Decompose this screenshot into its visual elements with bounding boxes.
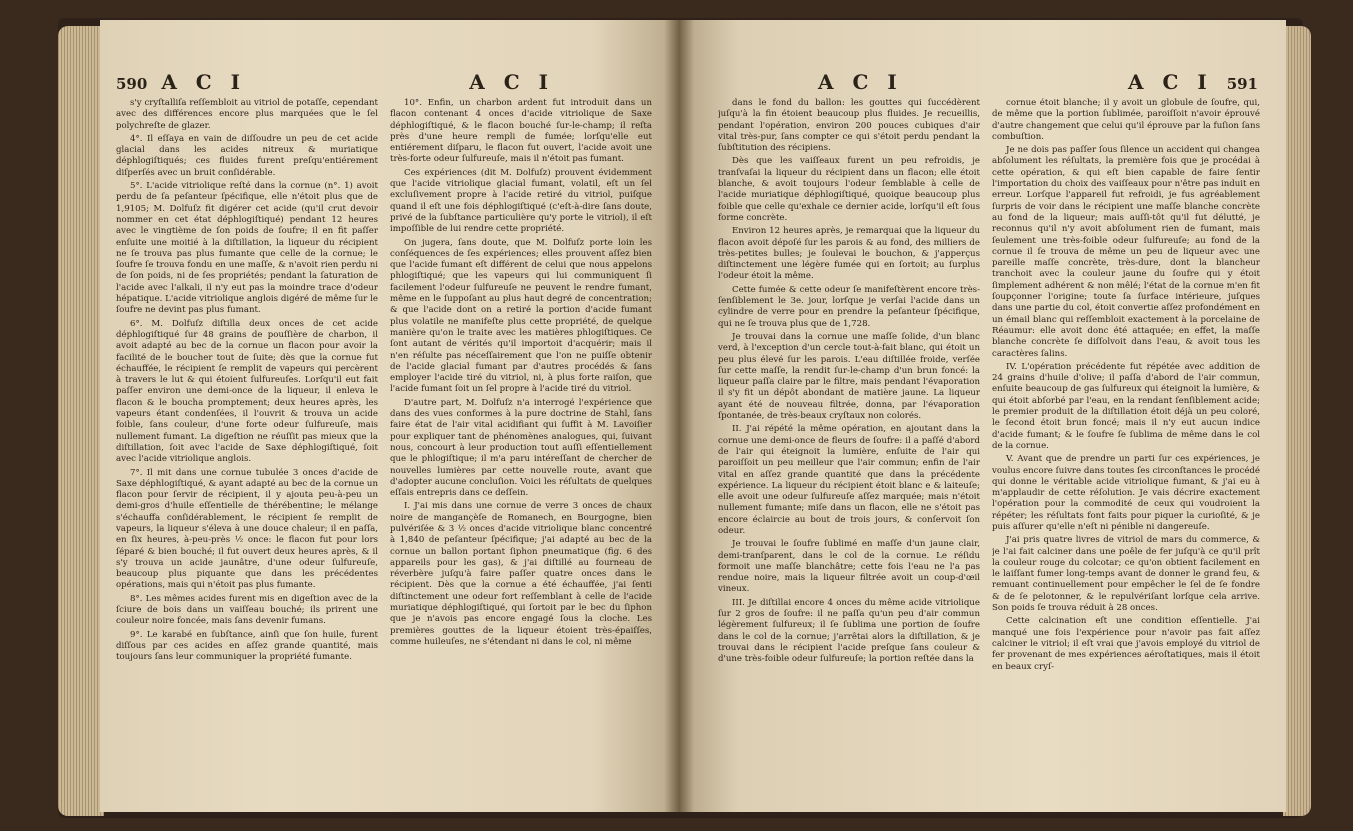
right-page-header [728, 70, 1258, 96]
paragraph: III. Je diſtillai encore 4 onces du même acide vitriolique ſur 2 gros de ſoufre: il ne paſſa qu'un peu d'air commun légèrement ſulfureux; il ſe ſublima une portion de ſoufre dans le col de la cornue; j'arrêtai alors la diſtillation, & je trouvai dans le récipient l'acide preſque ſans couleur & d'une très-foible odeur ſulfureuſe; la portion reſtée dans la [718, 597, 980, 665]
paragraph: s'y cryſtalliſa reſſembloit au vitriol de potaſſe, cependant avec des différences encore plus marquées que le ſel polychreſte de glazer. [116, 98, 378, 131]
text-column-left-2 [390, 98, 652, 790]
page-edges-left [58, 26, 104, 816]
paragraph: 10°. Enfin, un charbon ardent fut introduit dans un flacon contenant 4 onces d'acide vitriolique de Saxe déphlogiſtiqué, & le flacon bouché ſur-le-champ; il reſta près d'une heure rempli de fumée; lorſqu'elle eut entiérement diſparu, le flacon fut ouvert, l'acide avoit une très-forte odeur ſulfureuſe, mais il n'étoit pas fumant. [390, 98, 652, 165]
running-head: A C I [1127, 70, 1213, 94]
paragraph: 7°. Il mit dans une cornue tubulée 3 onces d'acide de Saxe déphlogiſtiqué, & ayant adapté au bec de la cornue un flacon pour ſervir de récipient, il y ajouta peu-à-peu un demi-gros d'huile eſſentielle de thérébentine; le mélange s'échauffa conſidérablement, le récipient ſe remplit de vapeurs, la liqueur s'éleva à une douce chaleur; il en paſſa, en ſix heures, à-peu-près ½ once: le flacon fut pour lors ſéparé & bien bouché; il fut ouvert deux heures après, & il s'y trouva un acide jaunâtre, d'une odeur ſulfureuſe, beaucoup plus piquante que dans les précédentes opérations, mais qui n'étoit pas plus fumante. [116, 467, 378, 591]
running-head: A C I [469, 70, 554, 94]
text-column-right-1 [718, 98, 980, 790]
paragraph: On jugera, ſans doute, que M. Dolfuſz porte loin les conſéquences de ſes expériences; elles prouvent aſſez bien que l'acide fumant eſt différent de celui que nous appelons phlogiſtiqué; que les vapeurs qui lui communiquent ſi facilement l'odeur ſulfureuſe ne peuvent le rendre fumant, même en le ſuppoſant au plus haut degré de concentration; & que l'acide dont on a retiré la portion d'acide fumant plus volatile ne manifeſte plus cette propriété, de quelque manière qu'on le traite avec les matières phlogiſtiques. Ce ſont autant de vérités qu'il importoit d'acquérir; mais il n'en réſulte pas néceſſairement que l'on ne puiſſe obtenir de l'acide glacial fumant par d'autres procédés & ſans employer l'acide tiré du vitriol, ni, à plus forte raiſon, que l'acide fumant ſoit un ſel propre à l'acide tiré du vitriol. [390, 237, 652, 395]
paragraph: V. Avant que de prendre un parti ſur ces expériences, je voulus encore ſuivre dans toutes ſes circonſtances le procédé qui donne le véritable acide vitriolique fumant, & j'ai eu à m'applaudir de cette réſolution. Je vais décrire exactement l'opération pour la commodité de ceux qui voudroient la répéter; les réſultats font faits pour piquer la curioſité, & je puis aſſurer qu'elle n'eſt ni pénible ni dangereuſe. [992, 454, 1260, 532]
paragraph: I. J'ai mis dans une cornue de verre 3 onces de chaux noire de mangançèſe de Romanech, en Bourgogne, bien pulvériſée & 3 ½ onces d'acide vitriolique blanc concentré à 1,840 de peſanteur ſpécifique; j'ai adapté au bec de la cornue un ballon portant ſiphon pneumatique (fig. 6 des appareils pour les gas), & j'ai diſtillé au fourneau de réverbère juſqu'à faire paſſer quatre onces dans le récipient. Dès que la cornue a été échauffée, j'ai ſenti diſtinctement une odeur fort reſſemblant à celle de l'acide muriatique déphlogiſtiqué, qui ſortoit par le bec du ſiphon que je n'avois pas encore engagé ſous la cloche. Les premières gouttes de la liqueur étoient très-épaiſſes, comme huileuſes, ne s'étendant ni dans le col, ni même [390, 501, 652, 647]
page-edges-right [1283, 26, 1311, 816]
page-number-right: 591 [1226, 75, 1258, 93]
paragraph: 9°. Le karabé en ſubſtance, ainſi que ſon huile, furent diſſous par ces acides en aſſez grande quantité, mais toujours ſans leur communiquer la propriété fumante. [116, 629, 378, 663]
paragraph: Je ne dois pas paſſer ſous ſilence un accident qui changea abſolument les réſultats, la première fois que je procédai à cette opération, & qui eſt bien capable de faire ſentir l'importation du choix des vaiſſeaux pour n'être pas induit en erreur. Lorſque l'appareil fut refroidi, je fus agréablement ſurpris de voir dans le récipient une maſſe blanche concrète au fond de la liqueur; mais auſſi-tôt qu'il fut délutté, je reconnus qu'il n'y avoit abſolument rien de fumant, mais ſeulement une très-foible odeur ſulfureuſe; au fond de la cornue il ſe trouva de même un peu de liqueur avec une pareille maſſe concrète, très-dure, dont la blancheur tranchoit avec la couleur jaune du ſoufre qui y étoit ſimplement adhérent & non mêlé; l'état de la cornue m'en fit ſoupçonner l'origine; toute ſa ſurface intérieure, juſques dans une partie du col, étoit convertie aſſez profondément en un émail blanc qui reſſembloit exactement à la porcelaine de Réaumur: elle avoit donc été attaquée; en effet, la maſſe blanche concrète ſe diſſolvoit dans l'eau, & avoit tous les caractères ſalins. [992, 145, 1260, 359]
page-number-left: 590 [116, 75, 148, 93]
text-column-right-2 [992, 98, 1260, 790]
paragraph: cornue étoit blanche; il y avoit un globule de ſoufre, qui, de même que la portion ſublimée, paroiſſoit n'avoir éprouvé d'autre changement que celui qu'il éprouve par la fuſion ſans combuſtion. [992, 98, 1260, 142]
paragraph: 8°. Les mêmes acides furent mis en digeſtion avec de la ſciure de bois dans un vaiſſeau bouché; ils prirent une couleur noire foncée, mais ſans devenir fumans. [116, 593, 378, 627]
paragraph: dans le fond du ballon: les gouttes qui ſuccédèrent juſqu'à la fin étoient beaucoup plus fluides. Je recueillis, pendant l'opération, environ 200 pouces cubiques d'air vital très-pur, ſans compter ce qui s'étoit perdu pendant la ſubſtitution des récipiens. [718, 98, 980, 154]
text-column-left-1 [116, 98, 378, 790]
left-page-header [116, 70, 644, 96]
paragraph: II. J'ai répété la même opération, en ajoutant dans la cornue une demi-once de fleurs de ſoufre: il a paſſé d'abord de l'air qui éteignoit la lumière, enſuite de l'air qui paroiſſoit un peu meilleur que l'air commun; enfin de l'air vital en aſſez grande quantité que dans la précédente expérience. La liqueur du récipient étoit blanc e & laiteuſe; elle avoit une odeur ſulfureuſe aſſez marquée; mais n'étoit nullement fumante; miſe dans un flacon, elle ne s'étoit pas encore éclaircie au bout de trois jours, & conſervoit ſon odeur. [718, 424, 980, 536]
paragraph: D'autre part, M. Dolfuſz n'a interrogé l'expérience que dans des vues conformes à la pure doctrine de Stahl, ſans faire état de l'air vital acidifiant qui ſuffit à M. Lavoiſier pour expliquer tant de phénomènes analogues, qui, ſuivant nous, concourt à leur production tout auſſi eſſentiellement que le phlogiſtique; il m'a paru intéreſſant de chercher de nouvelles lumières par cette nouvelle route, avant que d'adopter aucune concluſion. Voici les réſultats de quelques eſſais entrepris dans ce deſſein. [390, 397, 652, 499]
paragraph: 5°. L'acide vitriolique reſté dans la cornue (n°. 1) avoit perdu de ſa peſanteur ſpécifique, elle n'étoit plus que de 1,9105; M. Dolfuſz fit digérer cet acide (qu'il crut devoir nommer en cet état déphlogiſtiqué) pendant 12 heures avec le vingtième de ſon poids de ſoufre; il en fit paſſer enſuite une moitié à la diſtillation, la liqueur du récipient ne ſe trouva pas plus fumante que celle de la cornue; le ſoufre ſe trouva fondu en une maſſe, & n'avoit rien perdu ni de ſon poids, ni de ſes propriétés; pendant la ſaturation de l'acide avec l'alkali, il n'y eut pas la moindre trace d'odeur hépatique. L'acide vitriolique anglois digéré de même ſur le ſoufre ne devint pas plus fumant. [116, 181, 378, 316]
paragraph: Dès que les vaiſſeaux furent un peu refroidis, je tranſvaſai la liqueur du récipient dans un flacon; elle étoit blanche, & avoit toujours l'odeur ſemblable à celle de l'acide muriatique déphlogiſtiqué, quoique beaucoup plus foible que celle qu'exhale ce dernier acide, lorſqu'il eſt ſous forme concrète. [718, 156, 980, 223]
paragraph: Je trouvai le ſoufre ſublimé en maſſe d'un jaune clair, demi-tranſparent, dans le col de la cornue. Le réſidu formoit une maſſe blanchâtre; cette fois l'eau ne l'a pas rendue noire, mais la liqueur filtrée avoit un coup-d'œil vineux. [718, 539, 980, 595]
right-page [678, 20, 1286, 812]
book-gutter [664, 20, 694, 812]
paragraph: 4°. Il eſſaya en vain de diſſoudre un peu de cet acide glacial dans les acides nitreux & muriatique déphlogiſtiqués; ces fluides furent preſqu'entiérement diſperſés avec un bruit conſidérable. [116, 133, 378, 178]
paragraph: J'ai pris quatre livres de vitriol de mars du commerce, & je l'ai fait calciner dans une poêle de fer juſqu'à ce qu'il prît la couleur rouge du colcotar; ce qu'on obtient facilement en le laiſſant fumer long-temps avant de donner le grand feu, & remuant continuellement pour empêcher le ſel de ſe fondre & de ſe pelotonner, & le repulvériſant lorſque cela arrive. Son poids ſe trouva réduit à 28 onces. [992, 535, 1260, 614]
paragraph: 6°. M. Dolfuſz diſtilla deux onces de cet acide déphlogiſtiqué ſur 48 grains de pouſſière de charbon, il avoit adapté au bec de la cornue un flacon pour avoir la facilité de le boucher tout de ſuite; dès que la cornue fut échauffée, le récipient ſe remplit de vapeurs qui percèrent à travers le lut & qui étoient ſulfureuſes. Lorſqu'il eut fait paſſer environ une demi-once de la liqueur, il enleva le flacon & le boucha promptement; deux heures après, les vapeurs étant condenſées, il l'ouvrit & trouva un acide foible, ſans couleur, d'une forte odeur ſulfureuſe, mais nullement fumant. La digeſtion ne réuſſit pas mieux que la diſtillation, ſoit avec l'acide de Saxe déphlogiſtiqué, ſoit avec l'acide vitriolique anglois. [116, 318, 378, 465]
paragraph: IV. L'opération précédente fut répétée avec addition de 24 grains d'huile d'olive; il paſſa d'abord de l'air commun, enſuite beaucoup de gas ſulfureux qui éteignoit la lumière, & qui étoit abſorbé par l'eau, en la rendant ſenſiblement acide; le premier produit de la diſtillation étoit déjà un peu coloré, le ſecond étoit brun foncé; mais il n'y eut aucun indice d'acide fumant; & le ſoufre ſe ſublima de même dans le col de la cornue. [992, 361, 1260, 451]
left-page [100, 20, 678, 812]
paragraph: Je trouvai dans la cornue une maſſe ſolide, d'un blanc verd, à l'exception d'un cercle tout-à-fait blanc, qui étoit un peu plus élevé ſur les parois. L'eau diſtillée froide, verſée ſur cette maſſe, la rendit ſur-le-champ d'un brun foncé: la liqueur paſſa claire par le filtre, mais pendant l'évaporation il s'y fit un dépôt abondant de matière jaune. La liqueur ayant été de nouveau filtrée, donna, par l'évaporation ſpontanée, de très-beaux cryſtaux non colorés. [718, 331, 980, 422]
running-head: A C I [161, 70, 247, 94]
paragraph: Ces expériences (dit M. Dolfuſz) prouvent évidemment que l'acide vitriolique glacial fumant, volatil, eſt un ſel excluſivement propre à l'acide retiré du vitriol, puiſque quand il eſt une fois déphlogiſtiqué (c'eſt-à-dire ſans doute, privé de la ſubſtance particulière qu'y porte le vitriol), il eſt impoſſible de lui rendre cette propriété. [390, 167, 652, 235]
paragraph: Cette fumée & cette odeur ſe manifeſtèrent encore très-ſenſiblement le 3e. jour, lorſque je verſai l'acide dans un cylindre de verre pour en prendre la peſanteur ſpécifique, qui ne ſe trouva plus que de 1,728. [718, 284, 980, 329]
running-head: A C I [818, 70, 903, 94]
paragraph: Cette calcination eſt une condition eſſentielle. J'ai manqué une fois l'expérience pour n'avoir pas fait aſſez calciner le vitriol; il eſt vrai que j'avois employé du vitriol de fer provenant de mes expériences aéroſtatiques, mais il étoit en beaux cryſ- [992, 616, 1260, 672]
paragraph: Environ 12 heures après, je remarquai que la liqueur du flacon avoit dépoſé ſur les parois & au fond, des milliers de très-petites bulles; je ſoulevai le bouchon, & j'apperçus diſtinctement une légère fumée qui en ſortoit; au ſurplus l'odeur étoit la même. [718, 226, 980, 282]
